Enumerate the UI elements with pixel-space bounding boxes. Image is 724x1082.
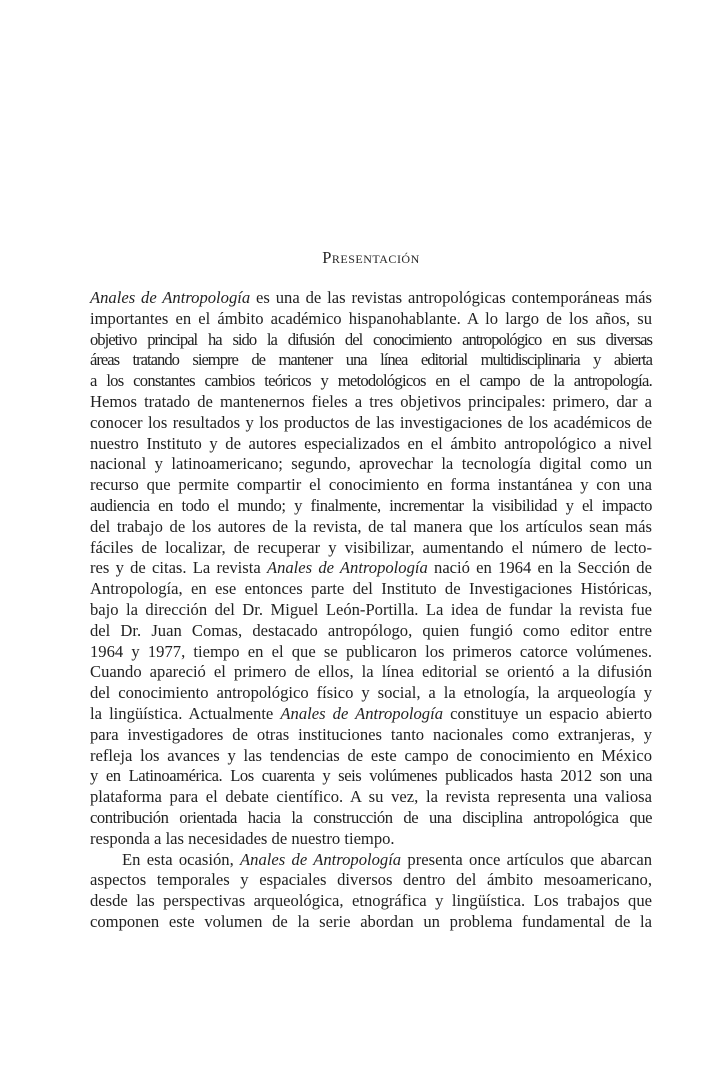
text-line — [90, 288, 652, 309]
paragraph — [90, 288, 652, 850]
text-segment: plataforma para el debate científico. A su vez, la revista representa una valiosa — [90, 787, 652, 807]
text-line — [90, 371, 652, 392]
text-segment: a los constantes cambios teóricos y metodológicos en el campo de la antropología. — [90, 371, 652, 391]
text-segment: del conocimiento antropológico físico y social, a la etnología, la arqueología y — [90, 683, 652, 703]
page-title: Presentación — [322, 248, 420, 267]
text-segment: Antropología, en ese entonces parte del Instituto de Investigaciones Históricas, — [90, 579, 652, 599]
text-segment: Cuando apareció el primero de ellos, la línea editorial se orientó a la difusión — [90, 662, 652, 682]
text-segment: componen este volumen de la serie abordan un problema fundamental de la — [90, 911, 652, 931]
text-segment: contribución orientada hacia la construcción de una disciplina antropológica que — [90, 807, 652, 827]
text-line — [90, 746, 652, 767]
text-segment: para investigadores de otras instituciones tanto nacionales como extranjeras, y — [90, 724, 652, 744]
text-line — [90, 517, 652, 538]
text-segment: y en Latinoamérica. Los cuarenta y seis volúmenes publicados hasta 2012 son una — [90, 766, 652, 786]
text-segment: del trabajo de los autores de la revista, de tal manera que los artículos sean más — [90, 516, 652, 536]
text-segment: nacional y latinoamericano; segundo, aprovechar la tecnología digital como un — [90, 454, 652, 474]
text-segment: 1964 y 1977, tiempo en el que se publicaron los primeros catorce volúmenes. — [90, 641, 652, 661]
text-line — [90, 600, 652, 621]
text-line — [90, 309, 652, 330]
text-line — [90, 496, 652, 517]
text-segment: fáciles de localizar, de recuperar y visibilizar, aumentando el número de lecto- — [90, 537, 652, 557]
text-line — [90, 829, 652, 850]
text-segment: áreas tratando siempre de mantener una línea editorial multidisciplinaria y abierta — [90, 350, 652, 370]
journal-title-italic: Anales de Antropología — [90, 288, 251, 307]
text-line — [90, 475, 652, 496]
text-segment: En esta ocasión, — [122, 849, 241, 869]
text-line — [90, 766, 652, 787]
body-text — [90, 288, 652, 933]
text-segment: importantes en el ámbito académico hispanohablante. A lo largo de los años, su — [90, 308, 652, 328]
journal-title-italic: Anales de Antropología — [280, 703, 443, 723]
text-line — [90, 662, 652, 683]
text-segment: Hemos tratado de mantenernos fieles a tres objetivos principales: primero, dar a — [90, 391, 652, 411]
text-segment: bajo la dirección del Dr. Miguel León-Portilla. La idea de fundar la revista fue — [90, 599, 652, 619]
text-line — [90, 350, 652, 371]
text-segment: es una de las revistas antropológicas contemporáneas más — [250, 288, 652, 307]
text-line — [90, 870, 652, 891]
text-line — [90, 454, 652, 475]
text-line — [90, 683, 652, 704]
text-segment: refleja los avances y las tendencias de este campo de conocimiento en México — [90, 745, 652, 765]
text-line — [90, 704, 652, 725]
text-segment: res y de citas. La revista — [90, 558, 267, 578]
text-line — [90, 642, 652, 663]
text-line — [90, 538, 652, 559]
text-line — [90, 912, 652, 933]
text-line — [90, 850, 652, 871]
text-line — [90, 413, 652, 434]
journal-title-italic: Anales de Antropología — [266, 558, 428, 578]
text-line — [90, 787, 652, 808]
text-segment: del Dr. Juan Comas, destacado antropólogo, quien fungió como editor entre — [90, 620, 652, 640]
text-line — [90, 725, 652, 746]
text-line — [90, 621, 652, 642]
text-line — [90, 558, 652, 579]
text-segment: la lingüística. Actualmente — [90, 703, 281, 723]
text-segment: desde las perspectivas arqueológica, etnográfica y lingüística. Los trabajos que — [90, 891, 652, 911]
text-segment: audiencia en todo el mundo; y finalmente, incrementar la visibilidad y el impacto — [90, 495, 652, 515]
text-line — [90, 579, 652, 600]
journal-title-italic: Anales de Antropología — [240, 849, 402, 869]
text-segment: aspectos temporales y espaciales diversos dentro del ámbito mesoamericano, — [90, 870, 652, 890]
text-segment: nuestro Instituto y de autores especializados en el ámbito antropológico a nivel — [90, 433, 652, 453]
text-segment: conocer los resultados y los productos de las investigaciones de los académicos de — [90, 412, 652, 432]
paragraph — [90, 850, 652, 933]
text-segment: constituye un espacio abierto — [443, 703, 652, 723]
text-segment: presenta once artículos que abarcan — [401, 849, 653, 869]
text-segment: nació en 1964 en la Sección de — [427, 558, 652, 578]
text-line — [90, 891, 652, 912]
text-line — [90, 330, 652, 351]
text-line — [90, 434, 652, 455]
text-segment: objetivo principal ha sido la difusión del conocimiento antropológico en sus diversas — [90, 329, 652, 349]
text-line — [90, 392, 652, 413]
text-segment: responda a las necesidades de nuestro tiempo. — [90, 828, 395, 848]
text-segment: recurso que permite compartir el conocimiento en forma instantánea y con una — [90, 475, 652, 495]
text-line — [90, 808, 652, 829]
page-content — [90, 0, 652, 1082]
